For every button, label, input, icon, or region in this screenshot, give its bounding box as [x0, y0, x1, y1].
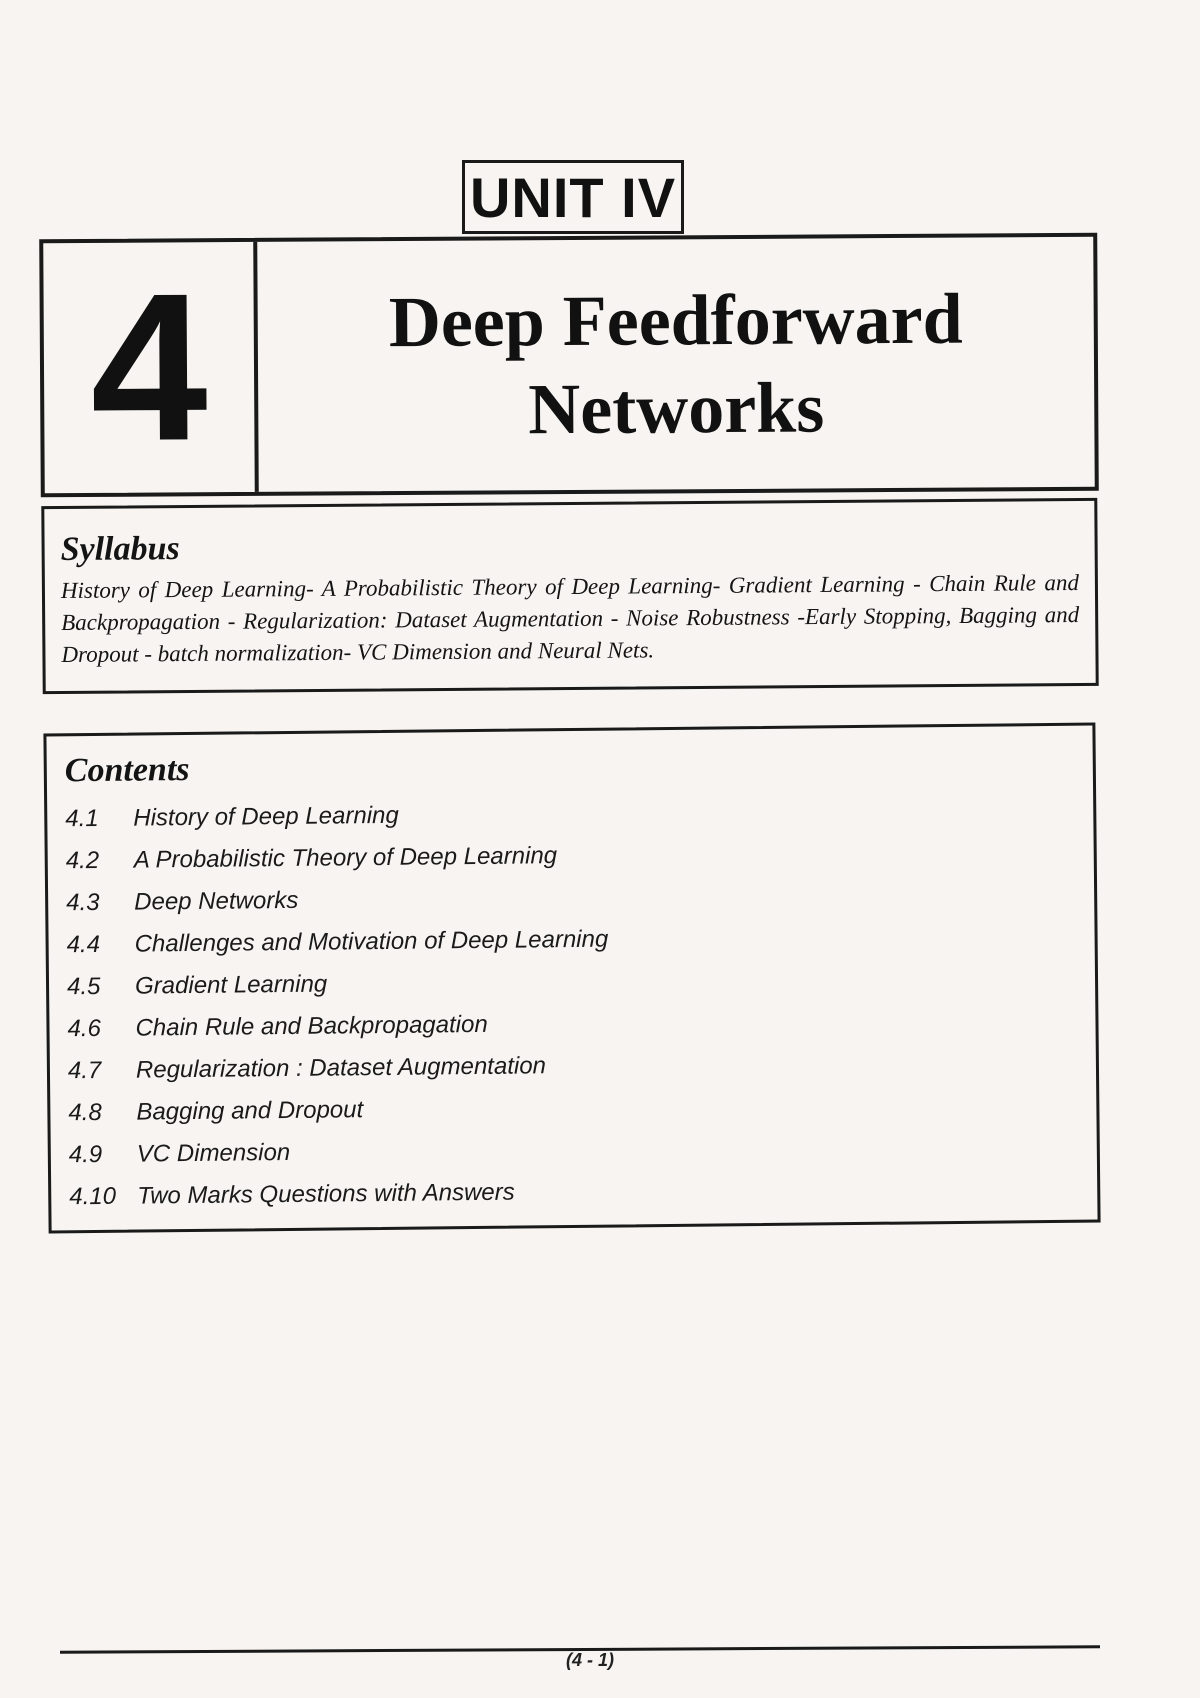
chapter-title [257, 237, 1095, 492]
syllabus-text: History of Deep Learning- A Probabilistic Theory of Deep Learning- Gradient Learning - Chain Rule and Backpropagation - Regularization: Dataset Augmentation - Noise Robustness -Early Stopping, Bagging and Dropout - batch normalization- VC Dimension and Neural Nets. [60, 570, 1080, 667]
contents-item-number: 4.7 [67, 1056, 102, 1085]
contents-item-title: Regularization : Dataset Augmentation [135, 1052, 547, 1084]
contents-item-number: 4.5 [66, 972, 101, 1001]
contents-item-number: 4.10 [69, 1182, 117, 1211]
contents-list [65, 788, 1079, 1219]
contents-item-title: History of Deep Learning [133, 801, 399, 832]
contents-item-number: 4.2 [65, 846, 100, 875]
contents-item-number: 4.6 [67, 1014, 102, 1043]
contents-item-number: 4.8 [68, 1098, 102, 1127]
contents-heading: Contents [64, 750, 190, 790]
page-number: (4 - 1) [565, 1650, 614, 1670]
chapter-title-line-1: Deep Feedforward [388, 278, 963, 363]
chapter-title-line-2: Networks [528, 367, 825, 450]
contents-item-number: 4.4 [66, 930, 101, 959]
syllabus-box [41, 498, 1098, 694]
contents-item-number: 4.1 [65, 804, 99, 833]
chapter-number: 4 [43, 242, 259, 493]
contents-item-title: VC Dimension [136, 1138, 291, 1168]
contents-box [43, 723, 1100, 1234]
unit-label: UNIT IV [462, 160, 684, 234]
contents-item-title: A Probabilistic Theory of Deep Learning [133, 842, 558, 874]
contents-item-number: 4.9 [68, 1140, 103, 1169]
contents-item-title: Two Marks Questions with Answers [137, 1178, 515, 1210]
syllabus-heading: Syllabus [60, 530, 180, 568]
contents-item-number: 4.3 [66, 888, 100, 917]
contents-item-title: Gradient Learning [134, 970, 328, 1000]
contents-item-title: Chain Rule and Backpropagation [135, 1010, 488, 1042]
contents-item-title: Deep Networks [134, 886, 299, 916]
contents-item-title: Challenges and Motivation of Deep Learning [134, 925, 609, 958]
chapter-header [39, 233, 1099, 497]
contents-item-title: Bagging and Dropout [136, 1096, 364, 1126]
